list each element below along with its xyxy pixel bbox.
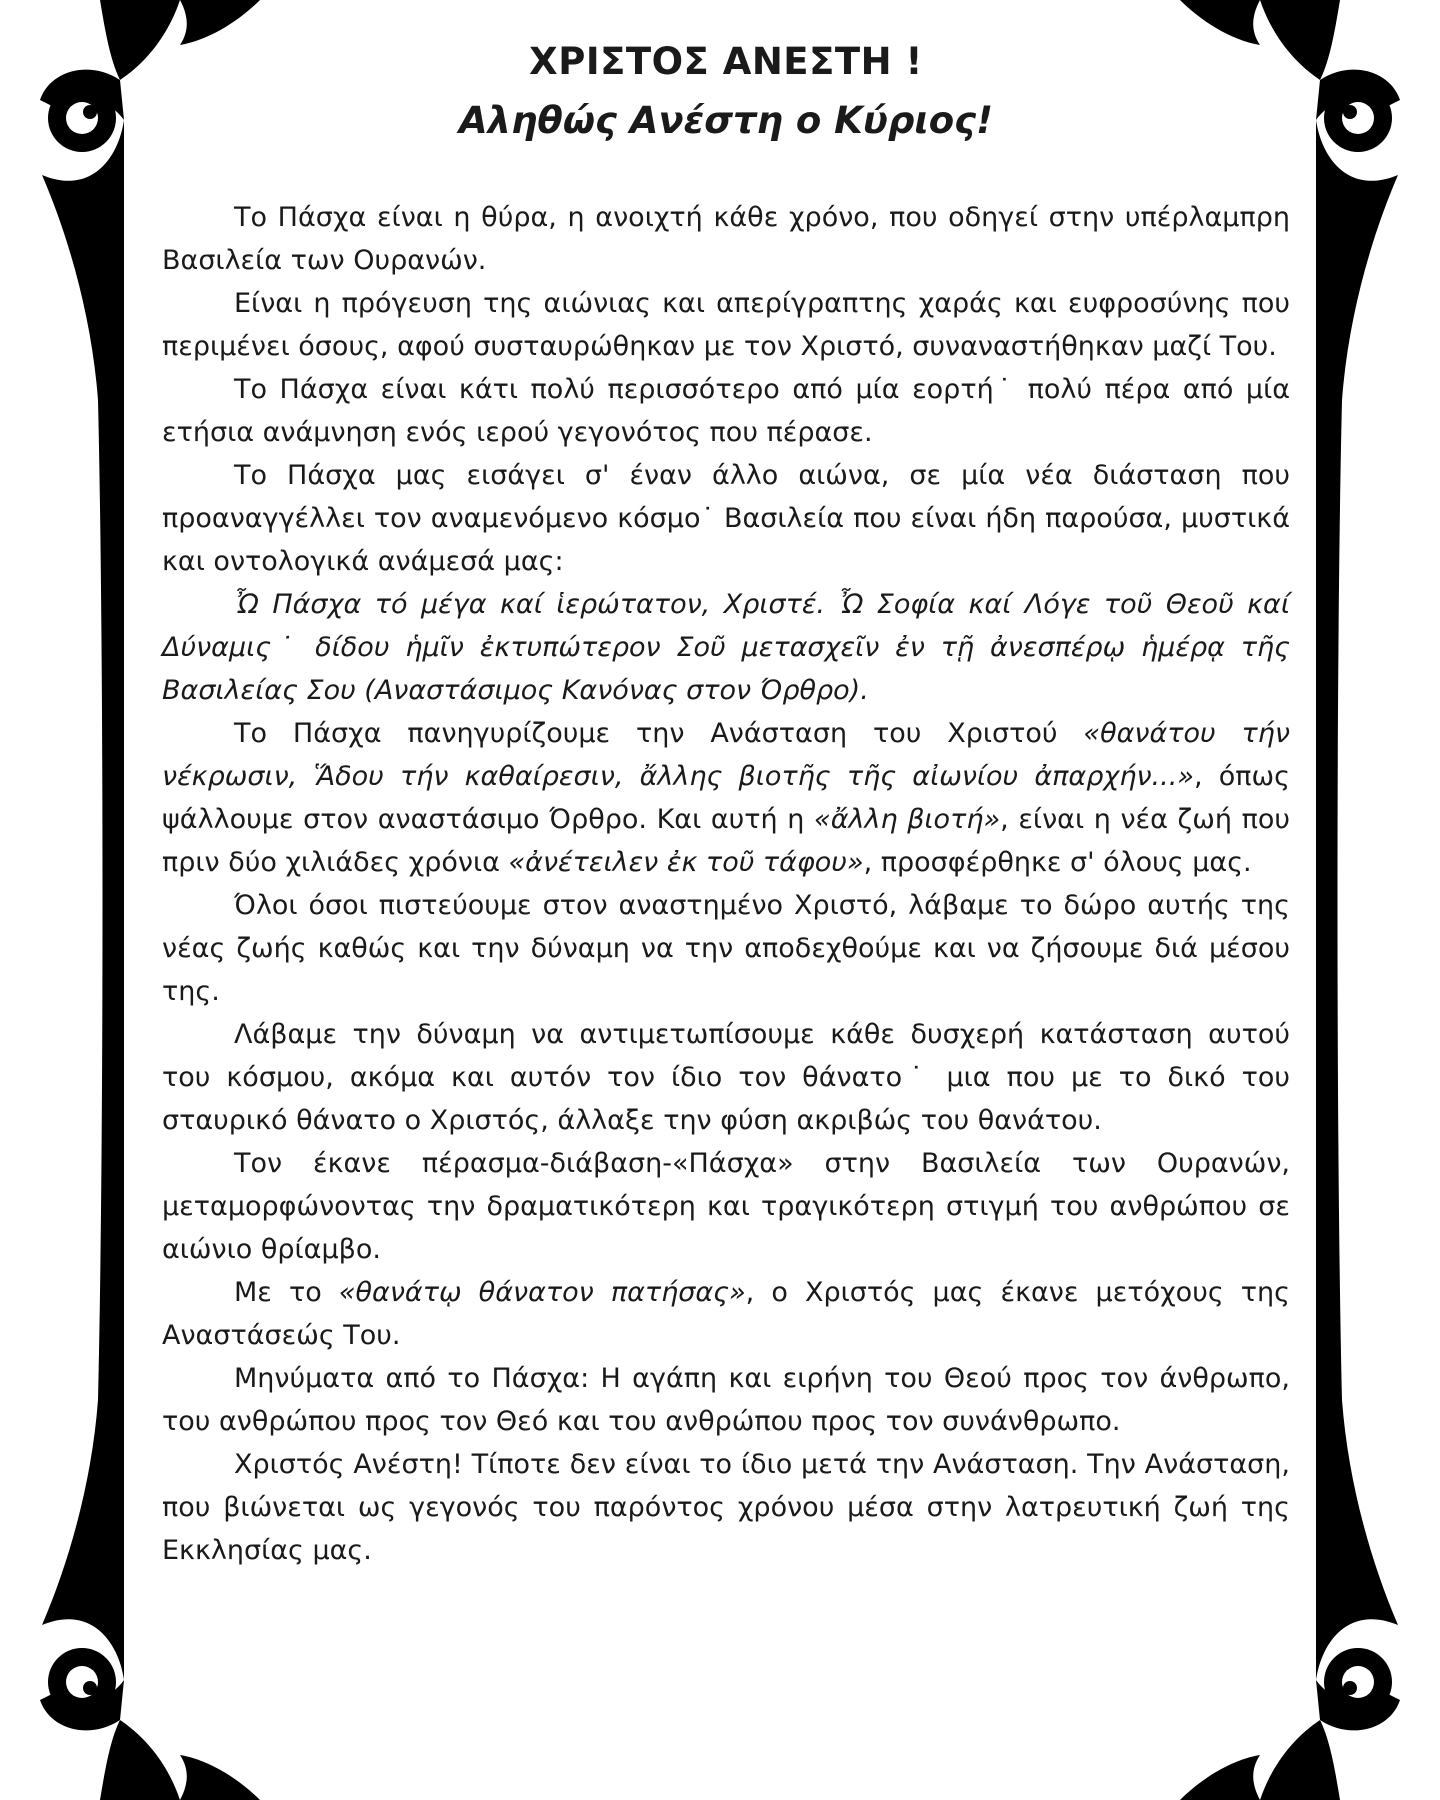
document-body — [162, 196, 1290, 1572]
right-frame-border — [1316, 120, 1398, 1680]
paragraph — [162, 1443, 1290, 1572]
italic-text-segment: «ἀνέτειλεν ἐκ τοῦ τάφου» — [508, 847, 864, 878]
text-segment: , προσφέρθηκε σ' όλους μας. — [863, 847, 1252, 878]
paragraph — [162, 196, 1290, 282]
text-segment: Το Πάσχα είναι κάτι πολύ περισσότερο από μία εορτή˙ πολύ πέρα από μία ετήσια ανάμνηση ενός ιερού γεγονότος που πέρασε. — [162, 374, 1290, 448]
paragraph — [162, 454, 1290, 583]
paragraph — [162, 1357, 1290, 1443]
document-page — [162, 30, 1290, 1770]
text-segment: , όπως ψάλλουμε στον αναστάσιμο Όρθρο. Και αυτή η — [162, 761, 1290, 835]
paragraph — [162, 1013, 1290, 1142]
italic-text-segment: Ὦ Πάσχα τό μέγα καί ἱερώτατον, Χριστέ. Ὦ Σοφία καί Λόγε τοῦ Θεοῦ καί Δύναμις˙ δίδου ἡμῖν ἐκτυπώτερον Σοῦ μετασχεῖν ἐν τῇ ἀνεσπέρῳ ἡμέρᾳ τῆς Βασιλείας Σου (Αναστάσιμος Κανόνας στον Όρθρο). — [162, 589, 1290, 706]
paragraph — [162, 1271, 1290, 1357]
italic-text-segment: «θανάτου τήν νέκρωσιν, Ἅδου τήν καθαίρεσιν, ἄλλης βιοτῆς τῆς αἰωνίου ἀπαρχήν...» — [162, 718, 1290, 792]
paragraph — [162, 583, 1290, 712]
text-segment: , είναι η νέα ζωή που πριν δύο χιλιάδες χρόνια — [162, 804, 1290, 878]
text-segment: Το Πάσχα είναι η θύρα, η ανοιχτή κάθε χρόνο, που οδηγεί στην υπέρλαμπρη Βασιλεία των Ουρανών. — [162, 202, 1290, 276]
italic-text-segment: «ἄλλη βιοτή» — [814, 804, 1001, 835]
left-frame-border — [42, 120, 124, 1680]
paragraph — [162, 368, 1290, 454]
paragraph — [162, 1142, 1290, 1271]
text-segment: Όλοι όσοι πιστεύουμε στον αναστημένο Χριστό, λάβαμε το δώρο αυτής της νέας ζωής καθώς και την δύναμη να την αποδεχθούμε και να ζήσουμε διά μέσου της. — [162, 890, 1290, 1007]
text-segment: Μηνύματα από το Πάσχα: Η αγάπη και ειρήνη του Θεού προς τον άνθρωπο, του ανθρώπου προς τον Θεό και του ανθρώπου προς τον συνάνθρωπο. — [162, 1363, 1290, 1437]
text-segment: Με το — [234, 1277, 339, 1308]
text-segment: , ο Χριστός μας έκανε μετόχους της Αναστάσεώς Του. — [162, 1277, 1290, 1351]
text-segment: Το Πάσχα μας εισάγει σ' έναν άλλο αιώνα, σε μία νέα διάσταση που προαναγγέλλει τον αναμενόμενο κόσμο˙ Βασιλεία που είναι ήδη παρούσα, μυστικά και οντολογικά ανάμεσά μας: — [162, 460, 1290, 577]
paragraph — [162, 884, 1290, 1013]
italic-text-segment: «θανάτῳ θάνατον πατήσας» — [338, 1277, 746, 1308]
paragraph — [162, 282, 1290, 368]
text-segment: Χριστός Ανέστη! Τίποτε δεν είναι το ίδιο μετά την Ανάσταση. Την Ανάσταση, που βιώνεται ως γεγονός του παρόντος χρόνου μέσα στην λατρευτική ζωή της Εκκλησίας μας. — [162, 1449, 1290, 1566]
paragraph — [162, 712, 1290, 884]
page-title: ΧΡΙΣΤΟΣ ΑΝΕΣΤΗ ! — [529, 40, 923, 83]
text-segment: Λάβαμε την δύναμη να αντιμετωπίσουμε κάθε δυσχερή κατάσταση αυτού του κόσμου, ακόμα και αυτόν τον ίδιο τον θάνατο˙ μια που με το δικό του σταυρικό θάνατο ο Χριστός, άλλαξε την φύση ακριβώς του θανάτου. — [162, 1019, 1290, 1136]
text-segment: Τον έκανε πέρασμα-διάβαση-«Πάσχα» στην Βασιλεία των Ουρανών, μεταμορφώνοντας την δραματικότερη και τραγικότερη στιγμή του ανθρώπου σε αιώνιο θρίαμβο. — [162, 1148, 1290, 1265]
text-segment: Το Πάσχα πανηγυρίζουμε την Ανάσταση του Χριστού — [234, 718, 1084, 749]
page-subtitle: Αληθώς Ανέστη ο Κύριος! — [459, 99, 993, 142]
text-segment: Είναι η πρόγευση της αιώνιας και απερίγραπτης χαράς και ευφροσύνης που περιμένει όσους, αφού συσταυρώθηκαν με τον Χριστό, συναναστήθηκαν μαζί Του. — [162, 288, 1290, 362]
